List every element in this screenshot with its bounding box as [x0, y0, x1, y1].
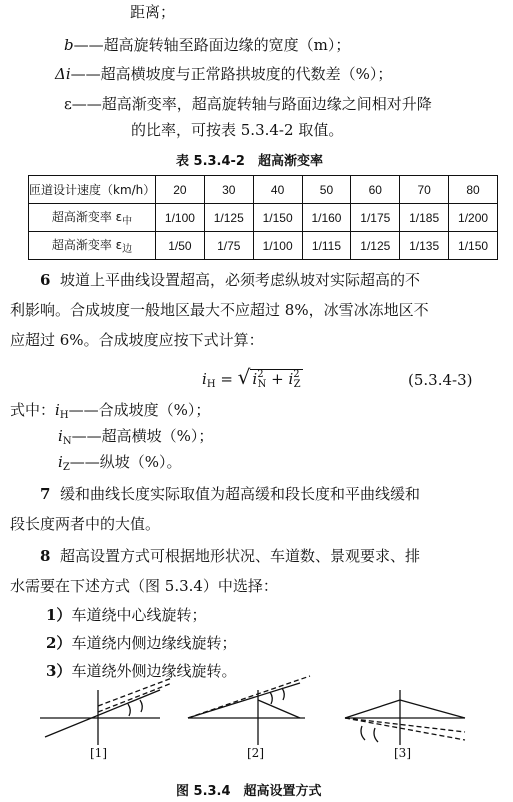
figure-caption: 图 5.3.4 超高设置方式: [176, 784, 322, 799]
def-b: [64, 35, 350, 55]
text-line: 距离；: [130, 3, 176, 21]
table-cell: 1/125: [351, 232, 400, 260]
table-cell: 1/115: [302, 232, 351, 260]
table-cell: 80: [449, 176, 498, 204]
def-epsilon: [64, 94, 432, 114]
table-row: [29, 204, 498, 232]
table-cell: 70: [400, 176, 449, 204]
def-ih: 式中：$i_H——$合成坡度（%）；: [10, 401, 211, 421]
table-cell: 20: [156, 176, 205, 204]
table-cell: 1/185: [400, 204, 449, 232]
table-row: [29, 176, 498, 204]
table-cell: 1/50: [156, 232, 205, 260]
para-6-line-3: 应超过 6%。合成坡度应按下式计算：: [10, 331, 264, 349]
table-cell: 30: [204, 176, 253, 204]
list-item: 1）车道绕中心线旋转；: [46, 606, 207, 624]
list-item: 2）车道绕内侧边缘线旋转；: [46, 634, 237, 652]
def-in: $i_N——$超高横坡（%）；: [58, 427, 214, 447]
para-number: 7: [40, 485, 51, 503]
symbol-b: b: [64, 36, 74, 54]
def-delta-i-text: ——超高横坡度与正常路拱坡度的代数差（%）；: [70, 65, 393, 83]
diagram-1-centerline-rotation: [40, 678, 172, 745]
figure-label-2: [2]: [247, 746, 264, 760]
superelevation-figure: [0, 660, 513, 802]
table-cell: 1/150: [449, 232, 498, 260]
table-cell: 1/75: [204, 232, 253, 260]
diagram-2-inner-edge-rotation: [188, 676, 310, 745]
symbol-delta-i: Δi: [55, 65, 71, 83]
formula: $i_H$ = √ $i^2_N + i^2_Z$: [202, 365, 301, 390]
table-cell: 1/135: [400, 232, 449, 260]
diagram-3-outer-edge-rotation: [345, 690, 465, 745]
table-cell: 50: [302, 176, 351, 204]
table-cell: 1/160: [302, 204, 351, 232]
def-b-text: ——超高旋转轴至路面边缘的宽度（m）；: [73, 36, 351, 54]
table-row: [29, 232, 498, 260]
table-cell: 40: [253, 176, 302, 204]
def-iz: $i_Z——$纵坡（%）。: [58, 453, 182, 473]
def-epsilon-text: ——超高渐变率，超高旋转轴与路面边缘之间相对升降: [71, 95, 432, 113]
para-8-line-2: 水需要在下述方式（图 5.3.4）中选择：: [10, 577, 278, 595]
table-cell: 1/125: [204, 204, 253, 232]
def-delta-i: [55, 64, 392, 84]
list-item: 3）车道绕外侧边缘线旋转。: [46, 662, 237, 680]
symbol-epsilon: ε: [64, 95, 72, 113]
table-row-label: 超高渐变率 $\varepsilon_边$: [29, 232, 156, 260]
table-header-label: 匝道设计速度（km/h）: [29, 176, 156, 204]
para-7-line-1: 7 缓和曲线长度实际取值为超高缓和段长度和平曲线缓和: [40, 485, 420, 503]
figure-label-3: [3]: [394, 746, 411, 760]
table-row-label: 超高渐变率 $\varepsilon_中$: [29, 204, 156, 232]
para-6-line-2: 利影响。合成坡度一般地区最大不应超过 8%，冰雪冰冻地区不: [10, 301, 429, 319]
def-epsilon-text-2: 的比率，可按表 5.3.4-2 取值。: [131, 121, 344, 139]
table-cell: 60: [351, 176, 400, 204]
table-cell: 1/150: [253, 204, 302, 232]
superelevation-rate-table: [28, 175, 498, 260]
table-cell: 1/200: [449, 204, 498, 232]
table-cell: 1/175: [351, 204, 400, 232]
table-caption: 表 5.3.4-2 超高渐变率: [176, 154, 323, 169]
table-cell: 1/100: [253, 232, 302, 260]
para-8-line-1: 8 超高设置方式可根据地形状况、车道数、景观要求、排: [40, 547, 420, 565]
para-number: 8: [40, 547, 51, 565]
formula-number: (5.3.4-3): [408, 371, 473, 389]
figure-label-1: [1]: [90, 746, 107, 760]
para-number: 6: [40, 271, 51, 289]
para-6-line-1: 6 坡道上平曲线设置超高，必须考虑纵坡对实际超高的不: [40, 271, 420, 289]
table-cell: 1/100: [156, 204, 205, 232]
para-7-line-2: 段长度两者中的大值。: [10, 515, 161, 533]
